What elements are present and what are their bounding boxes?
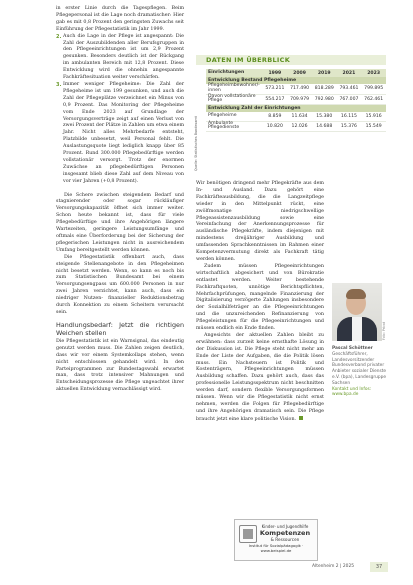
data-box-title: DATEN IM ÜBERBLICK: [206, 56, 291, 64]
issue-footer: Altenheim 2 | 2025: [312, 564, 355, 569]
table-cell: 14.688: [312, 121, 337, 132]
table-section-row: [206, 105, 386, 113]
list-number: 3.: [56, 81, 62, 88]
body-paragraph: Die Schere zwischen steigendem Bedarf und stagnierender oder sogar rückläufiger Versorgungskapazität öffnet sich immer weiter. Schon heute bekannt ist, dass für viele Pflegebedürftige und ihre Angehörigen längere Wartezeiten, geringere Leistungsumfänge und oftmals eine Überforderung bei der Sicherung der pflegerischen Leistungen nicht in ausreichendem Umfang bereitgestellt werden können.: [56, 192, 184, 253]
author-role: Geschäftsführer, Landesvorsitzender Bundesverband privater Anbieter sozialer Dienste e.V. (bpa), Landesgruppe Sachsen: [332, 351, 387, 386]
table-cell: 15.916: [361, 112, 386, 121]
table-header-row: [206, 69, 386, 77]
intro-paragraph: in erster Linie durch die Tagespflegen. Beim Pflegepersonal ist die Lage noch dramatischer: Hier gab es mit 0,8 Prozent den geringsten Zuwachs seit Einführung der Pflegestatistik im Jahr 1999.: [56, 6, 184, 32]
column-header: 2019: [312, 69, 337, 77]
table-cell: 11.634: [287, 112, 312, 121]
data-source-label: Quelle: Statistisches Bundesamt: [194, 115, 198, 171]
body-paragraph: Die Pflegestatistik offenbart auch, dass steigende Stellenangebote in den Pflegeheimen nicht besetzt werden. Wenn, so kann es noch bis zum Statistischen Bundesamt bei einem Versorgungsengpass um 600.000 Personen in nur zwei Jahren verzichtet, kann auch, dass ein niedriger Nutzen- finanzieller Reduktionsbetrag durch Konnektion zu einem Scheitern verursacht sein.: [56, 254, 184, 315]
table-cell: 573.211: [263, 84, 288, 94]
author-contact-label: Kontakt und Infos:: [332, 386, 372, 392]
table-cell: 793.461: [337, 84, 362, 94]
list-item-text: Auch die Lage in der Pflege ist angespannt: Die Zahl der Auszubildenden aller Berufsgruppen in den Pflegeeinrichtungen ist um 2,9 Prozent gesunken. Besonders deutlich ist der Rückgang im ambulanten Bereich mit 12,8 Prozent. Diese Entwicklung wird die ohnehin angespannte Fachkräftesituation weiter verschärfen.: [63, 33, 184, 81]
table-cell: 767.007: [337, 94, 362, 105]
photo-hair: [346, 289, 366, 299]
photo-shirt: [352, 317, 362, 341]
ad-headline: Kompetenzen: [259, 529, 311, 537]
ad-line: & Ressourcen: [270, 537, 300, 542]
table-cell: 792.980: [312, 94, 337, 105]
section-label: Entwicklung Bestand Pflegeheime: [206, 77, 386, 84]
left-text-column: [56, 6, 184, 394]
ad-footer-line: Institut für Sozialpädagogik · www.beispiel.de: [248, 543, 304, 553]
table-row: [206, 121, 386, 132]
author-contact-link[interactable]: www.bpa.de: [332, 392, 359, 398]
table-row: [206, 84, 386, 94]
row-label: Davon vollstationäre Pflege: [206, 94, 263, 105]
advertisement-box[interactable]: [234, 519, 318, 561]
body-paragraph: Wir benötigen dringend mehr Pflegekräfte aus dem In- und Ausland. Dazu gehört eine Fachkräfteausbildung, die die Langzeitpflege wieder in den Mittelpunkt rückt, eine zwölfmonatige niedrigschwellige Pflegeassistenzausbildung sowie eine Vereinfachung der Anerkennungsprozesse für ausländische Pflegekräfte, indem diejenigen mit mindestens dreijähriger Ausbildung und umfassenden Sprachkenntnissen im Rahmen einer Kompetenzvermutung direkt als Fachkraft tätig werden können.: [196, 181, 324, 262]
column-header: Einrichtungen: [206, 69, 263, 77]
row-label: Pflegeheime: [206, 112, 263, 121]
table-cell: 16.115: [337, 112, 362, 121]
body-paragraph: Die Pflegestatistik ist ein Warnsignal, das eindeutig genutzt werden muss. Die Zahlen zeigen deutlich, dass wir vor einem Systemkollaps stehen, wenn nicht entschlossen gehandelt wird. In den Parteiprogrammen zur Bundestagswahl erwartet man, dass trotz intensiver Mahnungen und Entscheidungsprozesse die Pflege ungeachtet ihrer aktuellen Entwicklung vernachlässigt wird.: [56, 338, 184, 393]
table-cell: 717.490: [287, 84, 312, 94]
column-header: 2023: [361, 69, 386, 77]
table-cell: 709.979: [287, 94, 312, 105]
ad-line: Kinder- und Jugendhilfe: [261, 524, 309, 529]
table-cell: 818.289: [312, 84, 337, 94]
column-header: 2021: [337, 69, 362, 77]
column-header: 2009: [287, 69, 312, 77]
section-label: Entwicklung Zahl der Einrichtungen: [206, 105, 386, 113]
table-cell: 8.859: [263, 112, 288, 121]
row-label: Ambulante Pflegedienste: [206, 121, 263, 132]
table-cell: 10.820: [263, 121, 288, 132]
table-cell: 799.895: [361, 84, 386, 94]
data-table: [206, 69, 386, 132]
list-item: [56, 34, 184, 82]
body-paragraph-text: Angesichts der aktuellen Zahlen bleibt zu erwähnen: dass zurzeit keine ernsthafte Lösung in der Diskussion ist. Die Pflege steht nicht mehr am Ende der Liste der Aufgaben, die die Politik lösen muss. Ein Nachsteuern ist Politik und Kostenträgern, Pflegeeinrichtungen müssen Ausbildung schaffen. Dazu gehört auch, dass das professionelle Leistungsspektrum nicht beschnitten werden darf, sondern flexible Versorgungsformen müssen. Wenn wir die Pflegestatistik nicht ernst nehmen, werden die Folgen für Pflegebedürftige und ihre Angehörigen dramatisch sein. Die Pflege braucht jetzt eine klare politische Vision.: [196, 332, 324, 422]
body-paragraph: Zudem müssen Pflegeeinrichtungen wirtschaftlich abgesichert und von Bürokratie entlastet werden. Weiter bestehende Fachkraftquoten, unnötige Berichtspflichten, Mehrfachprüfungen, mangelnde Finanzierung der Digitalisierung verzögerte Zahlungen insbesondere der Sozialhilfeträger an die Pflegeeinrichtungen und die unzureichenden Refinanzierung von Pflegeleistungen für die Pflegeeinrichtungen und müssen endlich ein Ende finden.: [196, 263, 324, 332]
author-photo: [332, 283, 382, 341]
list-item-text: Immer weniger Pflegeheime: Die Zahl der Pflegeheime ist um 199 gesunken, und auch die Zahl der Pflegeplätze verzeichnet ein Minus von 0,9 Prozent. Das Monitoring der Pflegeheime vom Ende 2023 auf Grundlage der Versorgungsverträge zeigt auf einen Verlust von zwei Prozent der Plätze in Zahlen um etwa einem Jahr. Nicht alles Mehrbedarfe entsteht, Platzbilde unbesetzt, weil Personal fehlt. Die Auslastungsquote liegt lediglich knapp über 85 Prozent. Rund 300.000 Pflegebedürftige werden vollstationär versorgt. Trotz der enormen Zuwächse an pflegebedürftigen Personen insgesamt blieb diese Zahl auf dem Niveau von vor vier Jahren (+0,8 Prozent).: [63, 81, 184, 184]
body-paragraph: [196, 333, 324, 424]
table-row: [206, 112, 386, 121]
table-cell: 15.380: [312, 112, 337, 121]
middle-text-column: [196, 181, 324, 424]
page-number: 37: [370, 562, 388, 572]
end-mark-icon: [299, 416, 303, 420]
list-item: [56, 82, 184, 186]
author-bio: [332, 346, 388, 398]
column-header: 1999: [263, 69, 288, 77]
list-number: 2.: [56, 33, 62, 40]
table-cell: 12.026: [287, 121, 312, 132]
table-cell: 15.549: [361, 121, 386, 132]
author-name: Pascal Schöttner: [332, 346, 373, 351]
table-row: [206, 94, 386, 105]
section-subheading: Handlungsbedarf: Jetzt die richtigen Weichen stellen: [56, 320, 184, 337]
photo-credit: Foto: Privat: [382, 321, 386, 340]
data-overview-box: [196, 55, 386, 173]
table-cell: 554.217: [263, 94, 288, 105]
table-cell: 15.376: [337, 121, 362, 132]
numbered-list: [56, 34, 184, 186]
row-label: Pflegeheimbewohner/-innen: [206, 84, 263, 94]
table-cell: 762.461: [361, 94, 386, 105]
data-box-header: [196, 55, 386, 65]
